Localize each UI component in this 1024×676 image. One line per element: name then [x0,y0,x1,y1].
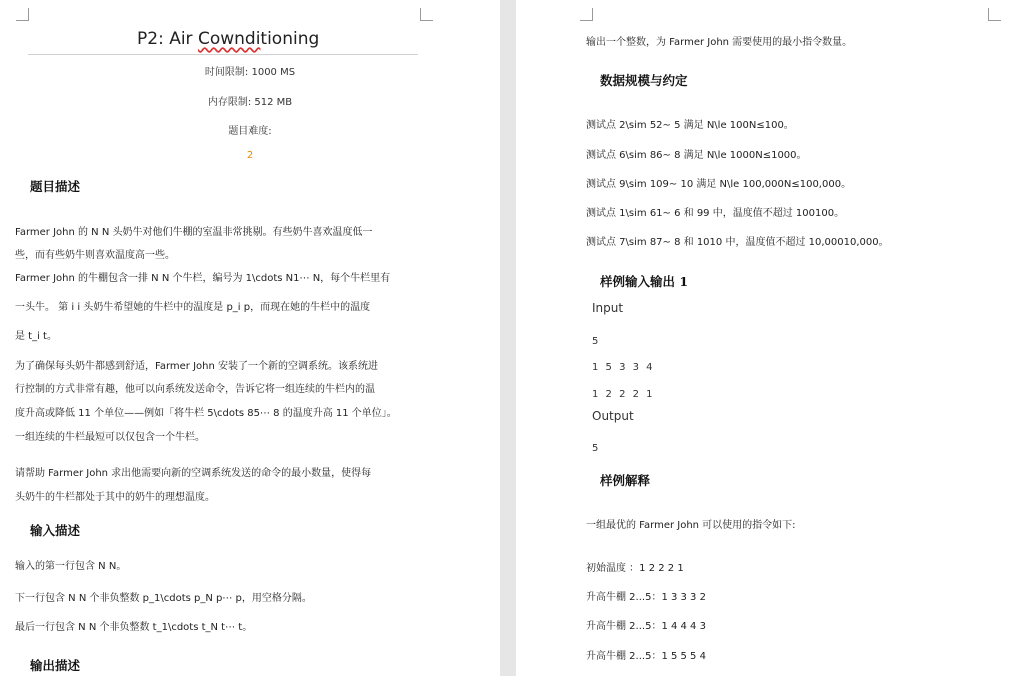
sample-input-line: 1 2 2 2 1 [592,389,655,400]
constraint-line: 测试点 9\sim 109∼ 10 满足 N\le 100,000N≤100,000。 [586,179,852,190]
description-line: 一头牛。 第 i i 头奶牛希望她的牛栏中的温度是 p_i p，而现在她的牛栏中的温度 [15,302,371,313]
problem-title: P2: Air Cownditioning [137,29,320,49]
document-page-left [0,0,500,676]
sample-input-line: 5 [592,336,601,347]
sample-output-label: Output [592,409,634,423]
title-divider [28,54,418,55]
constraint-line: 测试点 7\sim 87∼ 8 和 1010 中，温度值不超过 10,00010,000。 [586,237,889,248]
margin-mark-top-right [420,8,433,21]
description-line: 度升高或降低 11 个单位——例如「将牛栏 5\cdots 85⋯ 8 的温度升高 11 个单位」。 [15,408,397,419]
margin-mark-top-left [16,8,29,21]
input-description-line: 下一行包含 N N 个非负整数 p_1\cdots p_N p⋯ p，用空格分隔。 [15,593,312,604]
description-line: 行控制的方式非常有趣，他可以向系统发送命令，告诉它将一组连续的牛栏内的温 [15,384,375,395]
constraint-line: 测试点 2\sim 52∼ 5 满足 N\le 100N≤100。 [586,120,794,131]
sample-output-line: 5 [592,443,601,454]
explanation-step: 升高牛棚 2...5：1 5 5 5 4 [586,651,706,662]
constraints-heading: 数据规模与约定 [600,73,688,88]
description-heading: 题目描述 [30,179,81,194]
description-line: Farmer John 的 N N 头奶牛对他们牛棚的室温非常挑剔。有些奶牛喜欢温度低一 [15,227,373,238]
input-description-heading: 输入描述 [30,523,81,538]
description-line: 为了确保每头奶牛都感到舒适，Farmer John 安装了一个新的空调系统。该系统进 [15,361,379,372]
constraint-line: 测试点 6\sim 86∼ 8 满足 N\le 1000N≤1000。 [586,150,807,161]
description-line: 请帮助 Farmer John 求出他需要向新的空调系统发送的命令的最小数量，使得每 [15,468,372,479]
explanation-intro: 一组最优的 Farmer John 可以使用的指令如下: [586,520,796,531]
explanation-step: 初始温度 ：1 2 2 2 1 [586,563,684,574]
output-description-line: 输出一个整数，为 Farmer John 需要使用的最小指令数量。 [586,37,853,48]
input-description-line: 最后一行包含 N N 个非负整数 t_1\cdots t_N t⋯ t。 [15,622,253,633]
description-line: 些，而有些奶牛则喜欢温度高一些。 [15,250,175,261]
explanation-step: 升高牛棚 2...5：1 4 4 4 3 [586,621,706,632]
difficulty-value: 2 [246,150,254,161]
sample-input-label: Input [592,301,624,315]
difficulty-label: 题目难度: [228,126,272,137]
constraint-line: 测试点 1\sim 61∼ 6 和 99 中，温度值不超过 100100。 [586,208,845,219]
description-line: 一组连续的牛栏最短可以仅包含一个牛栏。 [15,432,205,443]
description-line: Farmer John 的牛棚包含一排 N N 个牛栏，编号为 1\cdots N1⋯ N，每个牛栏里有 [15,273,391,284]
explanation-heading: 样例解释 [600,473,651,488]
margin-mark-top-left [580,8,593,21]
margin-mark-top-right [988,8,1001,21]
input-description-line: 输入的第一行包含 N N。 [15,561,127,572]
sample-heading: 样例输入输出 1 [600,274,689,289]
sample-input-line: 1 5 3 3 4 [592,362,655,373]
document-page-right [516,0,1024,676]
memory-limit: 内存限制: 512 MB [207,97,293,108]
explanation-step: 升高牛棚 2...5：1 3 3 3 2 [586,592,706,603]
output-description-heading: 输出描述 [30,658,81,673]
description-line: 头奶牛的牛栏都处于其中的奶牛的理想温度。 [15,492,215,503]
time-limit: 时间限制: 1000 MS [204,67,296,78]
description-line: 是 t_i t。 [15,331,57,342]
